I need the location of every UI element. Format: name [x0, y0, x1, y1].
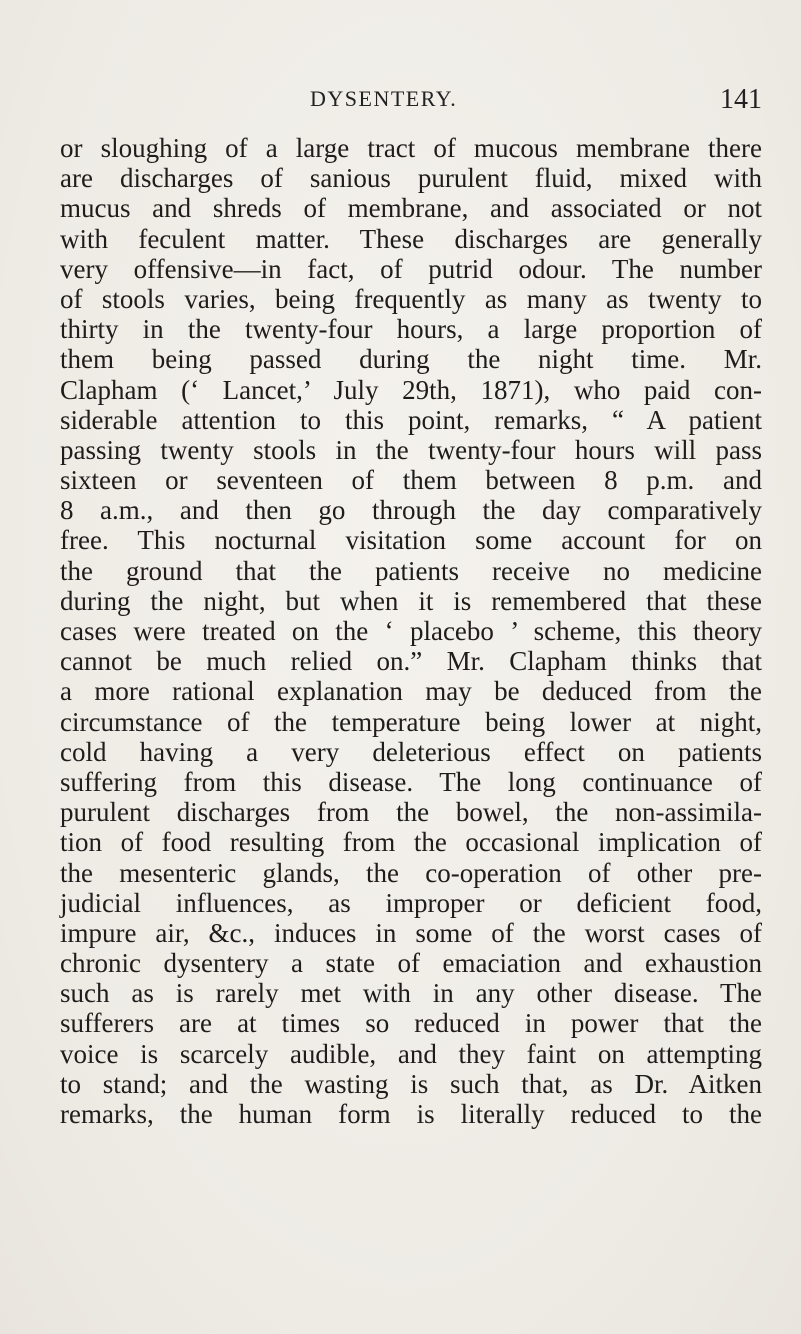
text-line: suffering from this disease. The long continuance of	[60, 766, 762, 797]
text-line: chronic dysentery a state of emaciation and exhaustion	[60, 948, 762, 979]
text-line: very offensive—in fact, of putrid odour. The number	[60, 253, 762, 284]
text-line: sixteen or seventeen of them between 8 p.m. and	[60, 465, 762, 496]
text-line: circumstance of the temperature being lower at night,	[60, 706, 762, 737]
text-line: them being passed during the night time. Mr.	[60, 344, 762, 375]
body-text	[60, 133, 762, 1129]
text-line: are discharges of sanious purulent fluid, mixed with	[60, 163, 762, 194]
text-line: judicial influences, as improper or deficient food,	[60, 887, 762, 918]
text-line: Clapham (‘ Lancet,’ July 29th, 1871), who paid con-	[60, 374, 762, 405]
running-head	[60, 84, 762, 114]
running-title: DYSENTERY.	[310, 86, 458, 111]
text-line: during the night, but when it is remembered that these	[60, 585, 762, 616]
page-number: 141	[720, 84, 762, 115]
text-line: siderable attention to this point, remarks, “ A patient	[60, 404, 762, 435]
text-line: free. This nocturnal visitation some account for on	[60, 525, 762, 556]
text-line: the mesenteric glands, the co-operation of other pre-	[60, 857, 762, 888]
text-line: the ground that the patients receive no medicine	[60, 555, 762, 586]
text-line: purulent discharges from the bowel, the non-assimila-	[60, 797, 762, 828]
text-line: a more rational explanation may be deduced from the	[60, 676, 762, 707]
text-line: tion of food resulting from the occasional implication of	[60, 827, 762, 858]
text-line: to stand; and the wasting is such that, as Dr. Aitken	[60, 1068, 762, 1099]
text-line: impure air, &c., induces in some of the worst cases of	[60, 917, 762, 948]
text-line: voice is scarcely audible, and they faint on attempting	[60, 1038, 762, 1069]
text-line: remarks, the human form is literally reduced to the	[60, 1099, 762, 1129]
text-line: 8 a.m., and then go through the day comparatively	[60, 495, 762, 526]
text-line: such as is rarely met with in any other disease. The	[60, 978, 762, 1009]
text-line: cannot be much relied on.” Mr. Clapham thinks that	[60, 646, 762, 677]
text-line: thirty in the twenty-four hours, a large proportion of	[60, 314, 762, 345]
text-line: or sloughing of a large tract of mucous membrane there	[60, 133, 762, 163]
text-line: of stools varies, being frequently as many as twenty to	[60, 283, 762, 314]
text-line: mucus and shreds of membrane, and associated or not	[60, 193, 762, 224]
text-line: cases were treated on the ‘ placebo ’ scheme, this theory	[60, 616, 762, 646]
text-line: passing twenty stools in the twenty-four hours will pass	[60, 434, 762, 465]
text-line: cold having a very deleterious effect on patients	[60, 736, 762, 767]
text-line: with feculent matter. These discharges are generally	[60, 223, 762, 254]
text-line: sufferers are at times so reduced in power that the	[60, 1008, 762, 1039]
